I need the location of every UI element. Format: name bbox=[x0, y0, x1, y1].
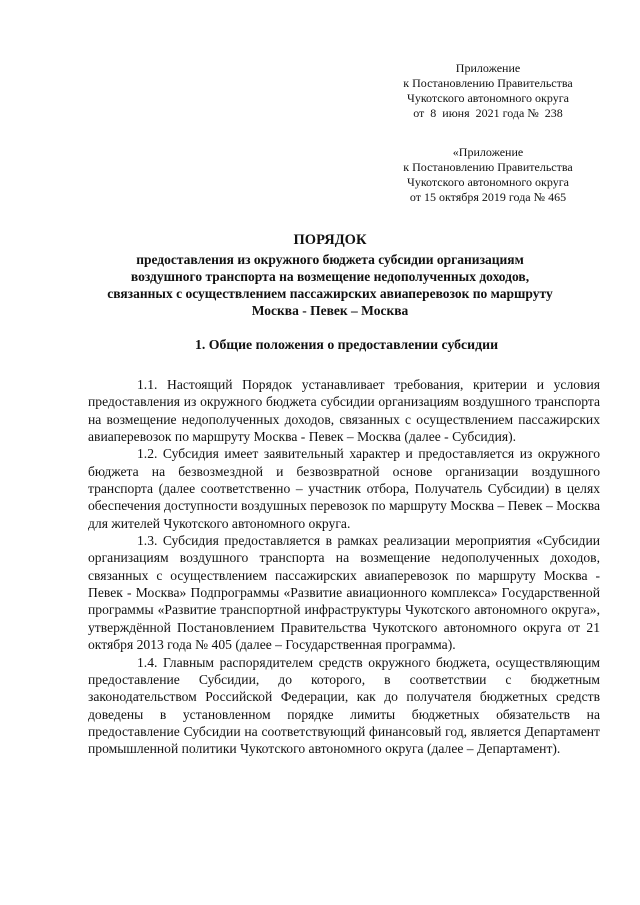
paragraph-1-3: 1.3. Субсидия предоставляется в рамках реализации мероприятия «Субсидии организациям воздушного транспорта на возмещение недополученных доходов, связанных с осуществлением пассажирских авиаперевозок по маршруту Москва - Певек - Москва» Подпрограммы «Развитие авиационного комплекса» Государственной программы «Развитие транспортной инфраструктуры Чукотского автономного округа», утверждённой Постановлением Правительства Чукотского автономного округа от 21 октября 2013 года № 405 (далее – Государственная программа). bbox=[88, 533, 600, 653]
appendix-line: Чукотского автономного округа bbox=[407, 175, 569, 189]
document-body bbox=[88, 376, 600, 758]
appendix-line: к Постановлению Правительства bbox=[403, 76, 573, 90]
appendix-line: к Постановлению Правительства bbox=[403, 160, 573, 174]
appendix-header-current bbox=[378, 61, 598, 121]
paragraph-1-4: 1.4. Главным распорядителем средств окружного бюджета, осуществляющим предоставление Субсидии, до которого, в соответствии с бюджетным законодательством Российской Федерации, как до получателя бюджетных средств доведены в установленном порядке лимиты бюджетных обязательств на предоставление Субсидии на соответствующий финансовый год, является Департамент промышленной политики Чукотского автономного округа (далее – Департамент). bbox=[88, 654, 600, 757]
appendix-line: Чукотского автономного округа bbox=[407, 91, 569, 105]
title-main: ПОРЯДОК bbox=[293, 232, 367, 248]
appendix-line: от 8 июня 2021 года № 238 bbox=[413, 106, 563, 120]
appendix-line: «Приложение bbox=[452, 145, 524, 159]
appendix-line: Приложение bbox=[455, 61, 521, 75]
paragraph-1-2: 1.2. Субсидия имеет заявительный характер и предоставляется из окружного бюджета на безвозмездной и безвозвратной основе организации воздушного транспорта (далее соответственно – участник отбора, Получатель Субсидии) в целях обеспечения доступности воздушных перевозок по маршруту Москва – Певек – Москва для жителей Чукотского автономного округа. bbox=[88, 446, 600, 531]
appendix-header-previous bbox=[378, 145, 598, 205]
document-title bbox=[100, 232, 560, 319]
paragraph-1-1: 1.1. Настоящий Порядок устанавливает требования, критерии и условия предоставления из окружного бюджета субсидии организациям воздушного транспорта на возмещение недополученных доходов, связанных с осуществлением пассажирских авиаперевозок по маршруту Москва - Певек – Москва (далее - Субсидия). bbox=[88, 377, 600, 445]
appendix-line: от 15 октября 2019 года № 465 bbox=[409, 190, 567, 204]
title-subtitle: предоставления из окружного бюджета субсидии организациям воздушного транспорта на возмещение недополученных доходов, связанных с осуществлением пассажирских авиаперевозок по маршруту Москва - Певек – Москва bbox=[107, 252, 553, 318]
section-heading: 1. Общие положения о предоставлении субсидии bbox=[195, 337, 499, 352]
